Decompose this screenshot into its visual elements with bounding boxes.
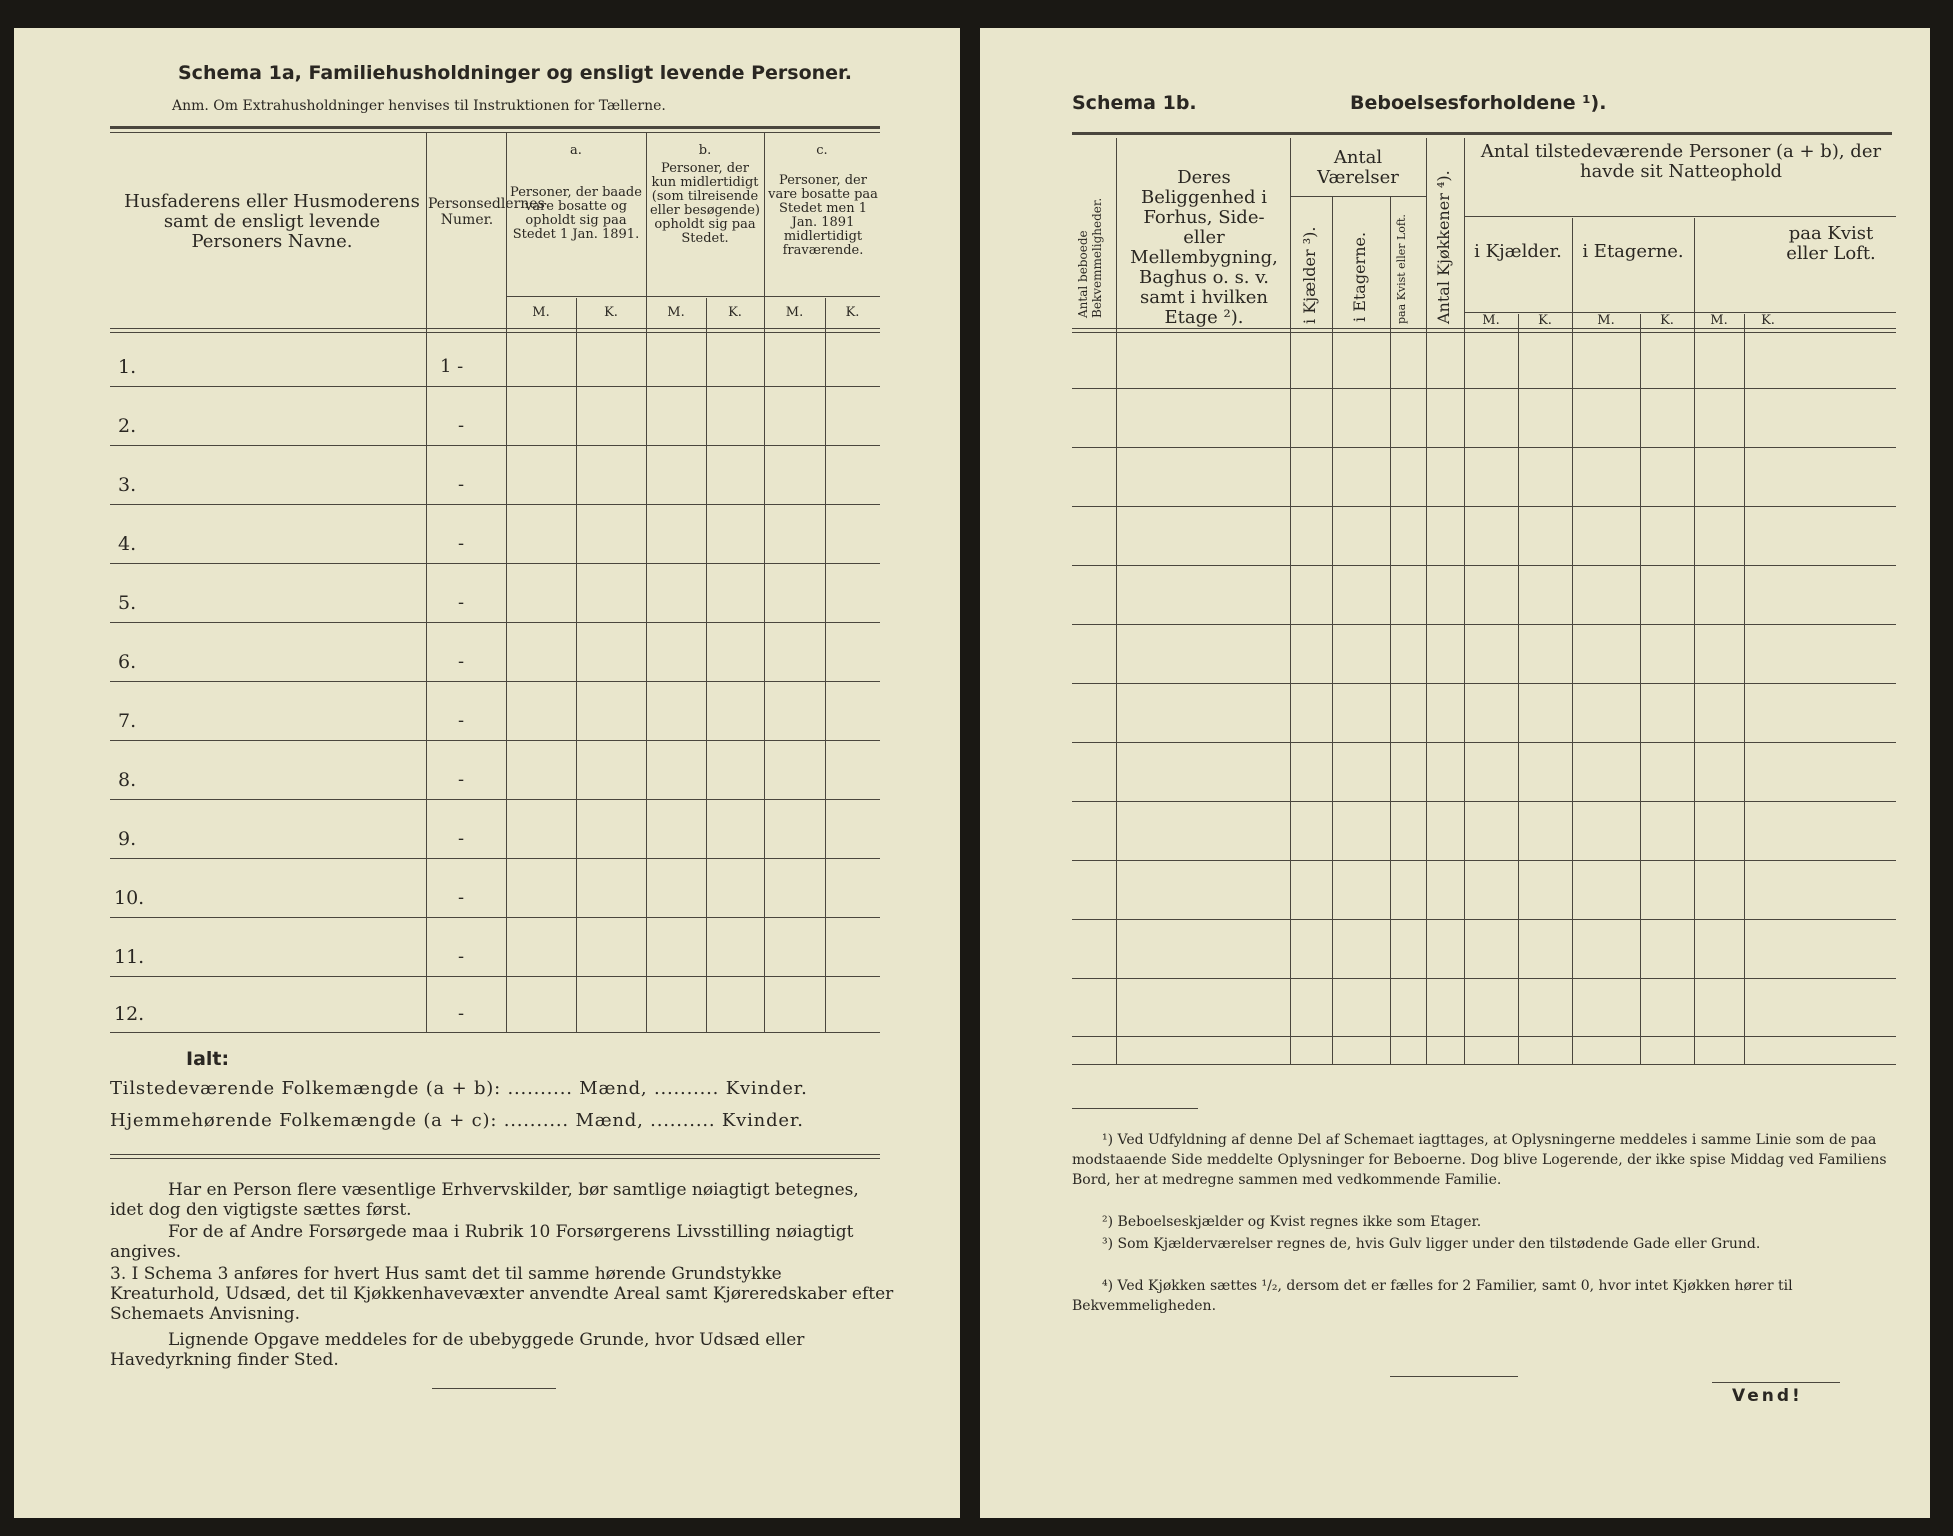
vaerelser-kvist-header: paa Kvist eller Loft.	[1395, 214, 1408, 324]
kjaelder-m: M.	[1482, 313, 1500, 328]
etagerne-k: K.	[1660, 313, 1674, 328]
footnote-3: ³) Som Kjælderværelser regnes de, hvis Gulv ligger under den tilstødende Gade eller Grund.	[1102, 1236, 1761, 1252]
row-label: 9.	[118, 828, 137, 850]
row-label: 1.	[118, 356, 137, 378]
row-number: -	[458, 946, 465, 967]
col-a-header: Personer, der baade vare bosatte og opholdt sig paa Stedet 1 Jan. 1891.	[510, 185, 642, 242]
schema-1b-title: Schema 1b.	[1072, 92, 1197, 114]
row-number: -	[458, 474, 465, 495]
vend-label: Vend!	[1732, 1386, 1803, 1406]
col-c-m: M.	[785, 305, 804, 320]
vaerelser-kjaelder-header: i Kjælder ³).	[1300, 226, 1319, 324]
col-a-m: M.	[532, 305, 550, 320]
vaerelser-header: Antal Værelser	[1317, 147, 1399, 188]
personer-kvist-header: paa Kvist eller Loft.	[1786, 223, 1876, 264]
personer-etagerne-header: i Etagerne.	[1582, 241, 1684, 262]
row-number: -	[458, 710, 465, 731]
row-label: 10.	[114, 887, 145, 909]
col-b-k: K.	[728, 305, 742, 320]
row-label: 4.	[118, 533, 137, 555]
beliggenhed-header: Deres Beliggenhed i Forhus, Side- eller Mellembygning, Baghus o. s. v. samt i hvilken Etage ²).	[1130, 167, 1278, 328]
col-a-letter: a.	[570, 143, 582, 158]
kvist-m: M.	[1710, 313, 1728, 328]
tilstedevaerende-line: Tilstedeværende Folkemængde (a + b): .......... Mænd, .......... Kvinder.	[110, 1078, 808, 1099]
footnote-1: ¹) Ved Udfyldning af denne Del af Schemaet iagttages, at Oplysningerne meddeles i samme Linie som de paa modstaaende Side meddelte Oplysninger for Beboerne. Dog blive Logerende, der ikke spise Middag ved Familiens Bord, her at medregne sammen med vedkommende Familie.	[1072, 1132, 1887, 1188]
instruction-note-3: 3. I Schema 3 anføres for hvert Hus samt det til samme hørende Grundstykke Kreaturhold, Udsæd, det til Kjøkkenhavevæxter anvendte Areal samt Kjøreredskaber efter Schemaets Anvisning.	[110, 1264, 894, 1324]
hjemmehorende-line: Hjemmehørende Folkemængde (a + c): .......... Mænd, .......... Kvinder.	[110, 1110, 804, 1131]
footnote-2: ²) Beboelseskjælder og Kvist regnes ikke som Etager.	[1102, 1214, 1482, 1230]
instruction-note-4: Lignende Opgave meddeles for de ubebyggede Grunde, hvor Udsæd eller Havedyrkning finder Sted.	[110, 1330, 805, 1370]
row-number: -	[458, 533, 465, 554]
left-page	[14, 28, 960, 1518]
schema-1b-subtitle: Beboelsesforholdene ¹).	[1350, 92, 1607, 114]
col-c-header: Personer, der vare bosatte paa Stedet men 1 Jan. 1891 midlertidigt fraværende.	[768, 173, 878, 258]
instruction-note-1: Har en Person flere væsentlige Erhvervskilder, bør samtlige nøiagtigt betegnes, idet dog den vigtigste sættes først.	[110, 1180, 859, 1220]
personer-header: Antal tilstedeværende Personer (a + b), der havde sit Natteophold	[1480, 141, 1882, 182]
vaerelser-etagerne-header: i Etagerne.	[1350, 231, 1369, 322]
names-column-header: Husfaderens eller Husmoderens samt de ensligt levende Personers Navne.	[124, 191, 420, 252]
col-c-k: K.	[845, 305, 860, 320]
kvist-k: K.	[1761, 313, 1775, 328]
row-number: -	[458, 415, 465, 436]
row-label: 5.	[118, 592, 137, 614]
col-b-m: M.	[667, 305, 685, 320]
col-b-letter: b.	[698, 143, 712, 158]
number-column-header: Personsedlernes Numer.	[428, 196, 545, 228]
col-c-letter: c.	[816, 143, 828, 158]
row-number: -	[458, 1003, 465, 1024]
etagerne-m: M.	[1597, 313, 1615, 328]
kjaelder-k: K.	[1538, 313, 1552, 328]
col-b-header: Personer, der kun midlertidigt (som tilreisende eller besøgende) opholdt sig paa Stedet.	[649, 161, 761, 246]
instruction-note-2: For de af Andre Forsørgede maa i Rubrik 10 Forsørgerens Livsstilling nøiagtigt angives.	[110, 1222, 854, 1262]
row-number: -	[458, 592, 465, 613]
schema-1a-title: Schema 1a, Familiehusholdninger og ensligt levende Personer.	[178, 62, 852, 84]
col-a-k: K.	[604, 305, 618, 320]
row-label: 3.	[118, 474, 137, 496]
row-label: 8.	[118, 769, 137, 791]
row-number: -	[458, 651, 465, 672]
kjokkener-header: Antal Kjøkkener ⁴).	[1434, 170, 1453, 324]
row-label: 11.	[114, 946, 145, 968]
row-number: -	[458, 828, 465, 849]
row-number: -	[458, 769, 465, 790]
personer-kjaelder-header: i Kjælder.	[1474, 241, 1562, 262]
row-label: 7.	[118, 710, 137, 732]
right-page	[980, 28, 1930, 1518]
footnote-4: ⁴) Ved Kjøkken sættes ¹/₂, dersom det er fælles for 2 Familier, samt 0, hvor intet Kjøkken hører til Bekvemmeligheden.	[1072, 1278, 1793, 1314]
row-number: -	[458, 887, 465, 908]
row-label: 6.	[118, 651, 137, 673]
row-label: 12.	[114, 1003, 145, 1025]
row-label: 2.	[118, 415, 137, 437]
antal-bekvemmeligheder-header: Antal beboede Bekvemmeligheder.	[1076, 197, 1104, 318]
schema-1a-note: Anm. Om Extrahusholdninger henvises til Instruktionen for Tællerne.	[172, 98, 666, 114]
row-number: 1 -	[440, 356, 464, 377]
ialt-label: Ialt:	[186, 1048, 230, 1070]
